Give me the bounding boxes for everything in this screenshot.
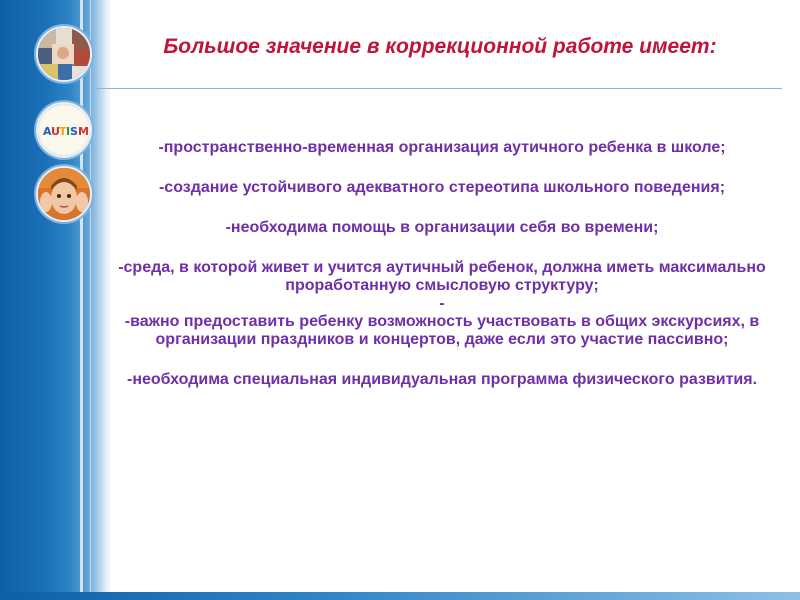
- list-item: -среда, в которой живет и учится аутичный ребенок, должна иметь максимально проработанную смысловую структуру;: [118, 259, 766, 294]
- svg-text:T: T: [59, 125, 67, 138]
- autism-logo-icon: [36, 102, 92, 158]
- sidebar-stripe: [80, 0, 83, 600]
- sidebar-decoration: [0, 0, 112, 600]
- child-face-photo-icon: [36, 166, 92, 222]
- spacer: [104, 349, 780, 371]
- bottom-bar-decoration: [0, 592, 800, 600]
- svg-text:M: M: [78, 125, 89, 138]
- spacer: [104, 197, 780, 219]
- svg-text:U: U: [51, 125, 60, 138]
- bullet-list: [104, 139, 780, 389]
- list-item: -необходима помощь в организации себя во времени;: [225, 219, 659, 236]
- svg-text:S: S: [70, 125, 78, 138]
- title-divider: [96, 88, 782, 89]
- list-item: -необходима специальная индивидуальная программа физического развития.: [126, 371, 758, 388]
- svg-text:I: I: [66, 125, 71, 138]
- collage-photo-icon: [36, 26, 92, 82]
- list-item: -: [439, 295, 445, 312]
- list-item: -важно предоставить ребенку возможность участвовать в общих экскурсиях, в организации праздников и концертов, даже если это участие пассивно;: [124, 313, 760, 348]
- slide-title: Большое значение в коррекционной работе имеет:: [163, 35, 717, 58]
- list-item: -создание устойчивого адекватного стереотипа школьного поведения;: [158, 179, 726, 196]
- sidebar-stripe: [90, 0, 91, 600]
- list-item: -пространственно-временная организация аутичного ребенка в школе;: [158, 139, 726, 156]
- spacer: [104, 157, 780, 179]
- autism-logo-text: A: [43, 125, 52, 138]
- spacer: [104, 237, 780, 259]
